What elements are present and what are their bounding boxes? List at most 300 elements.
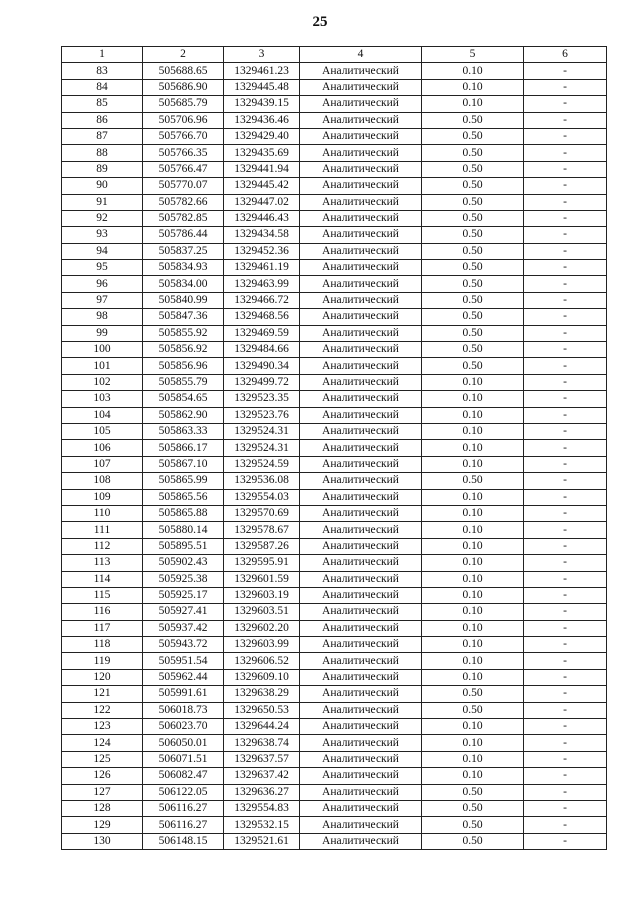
table-cell-col-1: 90 [62, 178, 143, 194]
table-cell-col-6: - [524, 522, 607, 538]
table-cell-col-1: 104 [62, 407, 143, 423]
table-cell-col-2: 506082.47 [143, 768, 224, 784]
table-cell-col-2: 505865.99 [143, 473, 224, 489]
table-row [62, 522, 607, 538]
table-cell-col-2: 506116.27 [143, 800, 224, 816]
table-cell-col-6: - [524, 473, 607, 489]
table-cell-col-6: - [524, 505, 607, 521]
table-cell-col-2: 506116.27 [143, 817, 224, 833]
table-cell-col-6: - [524, 489, 607, 505]
table-cell-col-1: 121 [62, 686, 143, 702]
table-row [62, 719, 607, 735]
table-cell-col-5: 0.10 [422, 538, 524, 554]
table-row [62, 555, 607, 571]
table-row [62, 342, 607, 358]
table-cell-col-1: 111 [62, 522, 143, 538]
table-cell-col-4: Аналитический [300, 112, 422, 128]
table-row [62, 538, 607, 554]
table-cell-col-2: 505925.17 [143, 587, 224, 603]
table-cell-col-6: - [524, 63, 607, 79]
table-cell-col-3: 1329490.34 [224, 358, 300, 374]
table-cell-col-6: - [524, 342, 607, 358]
table-cell-col-5: 0.10 [422, 522, 524, 538]
table-cell-col-1: 109 [62, 489, 143, 505]
table-cell-col-3: 1329441.94 [224, 161, 300, 177]
table-cell-col-4: Аналитический [300, 243, 422, 259]
table-cell-col-6: - [524, 768, 607, 784]
table-cell-col-6: - [524, 686, 607, 702]
table-cell-col-1: 128 [62, 800, 143, 816]
table-cell-col-1: 83 [62, 63, 143, 79]
table-cell-col-5: 0.50 [422, 243, 524, 259]
table-cell-col-2: 505685.79 [143, 96, 224, 112]
page-number: 25 [312, 14, 328, 30]
table-cell-col-3: 1329536.08 [224, 473, 300, 489]
table-row [62, 325, 607, 341]
table-cell-col-6: - [524, 751, 607, 767]
table-row [62, 473, 607, 489]
table-cell-col-3: 1329523.76 [224, 407, 300, 423]
table-cell-col-6: - [524, 194, 607, 210]
table-cell-col-5: 0.10 [422, 637, 524, 653]
table-cell-col-3: 1329603.99 [224, 637, 300, 653]
table-cell-col-6: - [524, 407, 607, 423]
table-cell-col-5: 0.50 [422, 473, 524, 489]
table-cell-col-5: 0.50 [422, 161, 524, 177]
table-cell-col-1: 115 [62, 587, 143, 603]
table-cell-col-3: 1329606.52 [224, 653, 300, 669]
table-cell-col-3: 1329461.19 [224, 260, 300, 276]
table-cell-col-3: 1329637.42 [224, 768, 300, 784]
table-cell-col-5: 0.10 [422, 620, 524, 636]
table-cell-col-1: 89 [62, 161, 143, 177]
column-header-1: 1 [62, 47, 143, 63]
table-cell-col-1: 116 [62, 604, 143, 620]
table-cell-col-6: - [524, 96, 607, 112]
column-header-3: 3 [224, 47, 300, 63]
table-row [62, 243, 607, 259]
table-cell-col-5: 0.10 [422, 751, 524, 767]
table-cell-col-6: - [524, 423, 607, 439]
table-cell-col-5: 0.50 [422, 227, 524, 243]
table-cell-col-1: 113 [62, 555, 143, 571]
table-cell-col-4: Аналитический [300, 555, 422, 571]
table-cell-col-2: 505834.93 [143, 260, 224, 276]
table-cell-col-3: 1329601.59 [224, 571, 300, 587]
table-cell-col-2: 505688.65 [143, 63, 224, 79]
table-cell-col-5: 0.10 [422, 391, 524, 407]
table-cell-col-2: 505855.79 [143, 374, 224, 390]
table-cell-col-5: 0.10 [422, 669, 524, 685]
table-cell-col-5: 0.10 [422, 440, 524, 456]
table-cell-col-5: 0.50 [422, 358, 524, 374]
table-row [62, 358, 607, 374]
column-header-5: 5 [422, 47, 524, 63]
table-cell-col-4: Аналитический [300, 784, 422, 800]
table-cell-col-2: 505854.65 [143, 391, 224, 407]
table-cell-col-4: Аналитический [300, 719, 422, 735]
table-row [62, 178, 607, 194]
table-cell-col-2: 505766.47 [143, 161, 224, 177]
table-row [62, 161, 607, 177]
table-cell-col-6: - [524, 719, 607, 735]
table-cell-col-4: Аналитический [300, 735, 422, 751]
table-cell-col-4: Аналитический [300, 604, 422, 620]
table-cell-col-1: 122 [62, 702, 143, 718]
table-cell-col-2: 505951.54 [143, 653, 224, 669]
table-cell-col-2: 505865.56 [143, 489, 224, 505]
table-cell-col-1: 110 [62, 505, 143, 521]
table-row [62, 604, 607, 620]
table-cell-col-3: 1329603.51 [224, 604, 300, 620]
table-cell-col-1: 112 [62, 538, 143, 554]
table-cell-col-2: 505863.33 [143, 423, 224, 439]
table-cell-col-4: Аналитический [300, 276, 422, 292]
table-cell-col-6: - [524, 112, 607, 128]
table-cell-col-2: 505962.44 [143, 669, 224, 685]
table-cell-col-5: 0.50 [422, 194, 524, 210]
table-cell-col-5: 0.50 [422, 292, 524, 308]
table-cell-col-2: 505686.90 [143, 79, 224, 95]
table-cell-col-1: 102 [62, 374, 143, 390]
header-row [62, 47, 607, 63]
table-cell-col-5: 0.50 [422, 800, 524, 816]
table-cell-col-2: 505766.35 [143, 145, 224, 161]
table-cell-col-5: 0.50 [422, 210, 524, 226]
table-row [62, 128, 607, 144]
table-cell-col-4: Аналитический [300, 686, 422, 702]
table-cell-col-3: 1329524.59 [224, 456, 300, 472]
table-cell-col-5: 0.10 [422, 555, 524, 571]
table-cell-col-1: 95 [62, 260, 143, 276]
table-row [62, 620, 607, 636]
table-cell-col-4: Аналитический [300, 227, 422, 243]
coordinates-table [61, 46, 607, 850]
table-row [62, 112, 607, 128]
table-cell-col-2: 505927.41 [143, 604, 224, 620]
table-cell-col-1: 84 [62, 79, 143, 95]
table-cell-col-4: Аналитический [300, 178, 422, 194]
table-cell-col-4: Аналитический [300, 79, 422, 95]
table-cell-col-4: Аналитический [300, 128, 422, 144]
table-cell-col-5: 0.50 [422, 817, 524, 833]
table-cell-col-5: 0.50 [422, 128, 524, 144]
table-cell-col-3: 1329554.83 [224, 800, 300, 816]
table-row [62, 292, 607, 308]
table-cell-col-3: 1329434.58 [224, 227, 300, 243]
table-cell-col-1: 118 [62, 637, 143, 653]
table-cell-col-2: 505837.25 [143, 243, 224, 259]
table-cell-col-2: 506023.70 [143, 719, 224, 735]
table-cell-col-2: 505786.44 [143, 227, 224, 243]
table-cell-col-4: Аналитический [300, 637, 422, 653]
table-cell-col-3: 1329570.69 [224, 505, 300, 521]
table-cell-col-4: Аналитический [300, 342, 422, 358]
table-cell-col-5: 0.50 [422, 276, 524, 292]
table-cell-col-1: 103 [62, 391, 143, 407]
table-cell-col-6: - [524, 637, 607, 653]
table-cell-col-5: 0.10 [422, 719, 524, 735]
table-cell-col-4: Аналитический [300, 374, 422, 390]
table-cell-col-5: 0.10 [422, 653, 524, 669]
table-cell-col-5: 0.50 [422, 342, 524, 358]
table-cell-col-6: - [524, 571, 607, 587]
table-cell-col-2: 506018.73 [143, 702, 224, 718]
table-cell-col-1: 120 [62, 669, 143, 685]
table-cell-col-4: Аналитический [300, 473, 422, 489]
table-row [62, 702, 607, 718]
table-cell-col-2: 505847.36 [143, 309, 224, 325]
table-cell-col-4: Аналитический [300, 751, 422, 767]
table-cell-col-3: 1329468.56 [224, 309, 300, 325]
table-cell-col-4: Аналитический [300, 800, 422, 816]
table-row [62, 276, 607, 292]
table-row [62, 505, 607, 521]
table-cell-col-2: 505902.43 [143, 555, 224, 571]
table-cell-col-2: 505706.96 [143, 112, 224, 128]
table-cell-col-4: Аналитический [300, 407, 422, 423]
table-cell-col-6: - [524, 735, 607, 751]
table-cell-col-3: 1329445.42 [224, 178, 300, 194]
table-row [62, 423, 607, 439]
table-cell-col-3: 1329499.72 [224, 374, 300, 390]
table-cell-col-1: 100 [62, 342, 143, 358]
table-cell-col-3: 1329603.19 [224, 587, 300, 603]
table-cell-col-1: 86 [62, 112, 143, 128]
table-cell-col-3: 1329461.23 [224, 63, 300, 79]
table-cell-col-4: Аналитический [300, 669, 422, 685]
table-header [62, 47, 607, 63]
table-cell-col-2: 505865.88 [143, 505, 224, 521]
table-cell-col-5: 0.10 [422, 63, 524, 79]
table-cell-col-5: 0.10 [422, 604, 524, 620]
table-cell-col-6: - [524, 79, 607, 95]
table-cell-col-5: 0.50 [422, 178, 524, 194]
table-cell-col-4: Аналитический [300, 63, 422, 79]
table-cell-col-3: 1329523.35 [224, 391, 300, 407]
table-cell-col-5: 0.10 [422, 407, 524, 423]
table-cell-col-3: 1329521.61 [224, 833, 300, 849]
table-cell-col-4: Аналитический [300, 161, 422, 177]
table-cell-col-3: 1329636.27 [224, 784, 300, 800]
table-cell-col-6: - [524, 358, 607, 374]
table-cell-col-5: 0.50 [422, 686, 524, 702]
table-cell-col-1: 99 [62, 325, 143, 341]
table-cell-col-3: 1329463.99 [224, 276, 300, 292]
table-cell-col-1: 117 [62, 620, 143, 636]
table-cell-col-4: Аналитический [300, 817, 422, 833]
table-cell-col-1: 106 [62, 440, 143, 456]
table-cell-col-5: 0.50 [422, 702, 524, 718]
table-cell-col-1: 125 [62, 751, 143, 767]
table-cell-col-6: - [524, 243, 607, 259]
table-row [62, 407, 607, 423]
table-cell-col-1: 87 [62, 128, 143, 144]
table-row [62, 587, 607, 603]
table-row [62, 784, 607, 800]
table-cell-col-3: 1329436.46 [224, 112, 300, 128]
table-cell-col-1: 94 [62, 243, 143, 259]
table-cell-col-4: Аналитический [300, 309, 422, 325]
table-cell-col-6: - [524, 440, 607, 456]
table-row [62, 489, 607, 505]
table-cell-col-4: Аналитический [300, 833, 422, 849]
table-cell-col-4: Аналитический [300, 358, 422, 374]
table-cell-col-4: Аналитический [300, 423, 422, 439]
table-cell-col-3: 1329650.53 [224, 702, 300, 718]
table-cell-col-3: 1329435.69 [224, 145, 300, 161]
table-cell-col-1: 124 [62, 735, 143, 751]
table-row [62, 571, 607, 587]
table-cell-col-5: 0.10 [422, 374, 524, 390]
table-cell-col-5: 0.10 [422, 505, 524, 521]
table-cell-col-3: 1329638.29 [224, 686, 300, 702]
table-cell-col-4: Аналитический [300, 522, 422, 538]
table-cell-col-5: 0.50 [422, 309, 524, 325]
table-cell-col-2: 505991.61 [143, 686, 224, 702]
table-cell-col-2: 505943.72 [143, 637, 224, 653]
table-cell-col-1: 91 [62, 194, 143, 210]
column-header-4: 4 [300, 47, 422, 63]
table-cell-col-6: - [524, 620, 607, 636]
table-row [62, 309, 607, 325]
table-cell-col-3: 1329532.15 [224, 817, 300, 833]
table-cell-col-1: 96 [62, 276, 143, 292]
table-row [62, 686, 607, 702]
table-cell-col-6: - [524, 391, 607, 407]
table-cell-col-6: - [524, 555, 607, 571]
table-cell-col-1: 119 [62, 653, 143, 669]
table-cell-col-6: - [524, 702, 607, 718]
table-cell-col-5: 0.50 [422, 145, 524, 161]
table-cell-col-1: 97 [62, 292, 143, 308]
table-cell-col-3: 1329595.91 [224, 555, 300, 571]
table-cell-col-2: 505880.14 [143, 522, 224, 538]
table-cell-col-2: 505856.92 [143, 342, 224, 358]
table-cell-col-3: 1329484.66 [224, 342, 300, 358]
table-cell-col-5: 0.10 [422, 423, 524, 439]
table-row [62, 456, 607, 472]
table-cell-col-1: 93 [62, 227, 143, 243]
table-cell-col-3: 1329638.74 [224, 735, 300, 751]
table-cell-col-6: - [524, 800, 607, 816]
table-cell-col-3: 1329466.72 [224, 292, 300, 308]
table-cell-col-3: 1329602.20 [224, 620, 300, 636]
table-row [62, 63, 607, 79]
table-cell-col-4: Аналитический [300, 292, 422, 308]
table-row [62, 669, 607, 685]
table-cell-col-4: Аналитический [300, 210, 422, 226]
table-cell-col-2: 505840.99 [143, 292, 224, 308]
table-row [62, 227, 607, 243]
table-cell-col-4: Аналитический [300, 768, 422, 784]
table-cell-col-6: - [524, 325, 607, 341]
table-cell-col-2: 506148.15 [143, 833, 224, 849]
table-cell-col-2: 506050.01 [143, 735, 224, 751]
table-cell-col-3: 1329587.26 [224, 538, 300, 554]
table-cell-col-1: 101 [62, 358, 143, 374]
table-row [62, 96, 607, 112]
table-cell-col-4: Аналитический [300, 538, 422, 554]
table-row [62, 833, 607, 849]
table-row [62, 260, 607, 276]
table-cell-col-2: 505834.00 [143, 276, 224, 292]
table-cell-col-5: 0.10 [422, 735, 524, 751]
table-row [62, 440, 607, 456]
table-cell-col-6: - [524, 128, 607, 144]
table-cell-col-6: - [524, 538, 607, 554]
table-cell-col-6: - [524, 669, 607, 685]
table-cell-col-3: 1329445.48 [224, 79, 300, 95]
table-row [62, 210, 607, 226]
table-cell-col-1: 105 [62, 423, 143, 439]
table-cell-col-1: 88 [62, 145, 143, 161]
table-cell-col-2: 505766.70 [143, 128, 224, 144]
table-cell-col-6: - [524, 145, 607, 161]
table-cell-col-6: - [524, 833, 607, 849]
table-cell-col-3: 1329469.59 [224, 325, 300, 341]
table-cell-col-6: - [524, 178, 607, 194]
table-cell-col-2: 506071.51 [143, 751, 224, 767]
table-cell-col-1: 123 [62, 719, 143, 735]
table-row [62, 653, 607, 669]
table-cell-col-3: 1329637.57 [224, 751, 300, 767]
table-cell-col-2: 505855.92 [143, 325, 224, 341]
table-row [62, 768, 607, 784]
table-cell-col-3: 1329452.36 [224, 243, 300, 259]
table-row [62, 194, 607, 210]
table-cell-col-4: Аналитический [300, 391, 422, 407]
table-cell-col-5: 0.50 [422, 784, 524, 800]
table-cell-col-1: 107 [62, 456, 143, 472]
table-cell-col-1: 129 [62, 817, 143, 833]
table-cell-col-2: 506122.05 [143, 784, 224, 800]
table-cell-col-4: Аналитический [300, 571, 422, 587]
table-row [62, 79, 607, 95]
table-cell-col-6: - [524, 587, 607, 603]
table-cell-col-2: 505770.07 [143, 178, 224, 194]
table-cell-col-1: 92 [62, 210, 143, 226]
table-cell-col-3: 1329554.03 [224, 489, 300, 505]
table-cell-col-4: Аналитический [300, 653, 422, 669]
table-cell-col-2: 505782.66 [143, 194, 224, 210]
table-cell-col-3: 1329644.24 [224, 719, 300, 735]
column-header-6: 6 [524, 47, 607, 63]
table-cell-col-1: 127 [62, 784, 143, 800]
table-cell-col-3: 1329524.31 [224, 423, 300, 439]
table-cell-col-6: - [524, 276, 607, 292]
table-row [62, 637, 607, 653]
table-cell-col-6: - [524, 260, 607, 276]
table-cell-col-4: Аналитический [300, 489, 422, 505]
table-cell-col-6: - [524, 161, 607, 177]
table-cell-col-1: 85 [62, 96, 143, 112]
table-cell-col-5: 0.50 [422, 325, 524, 341]
table-cell-col-4: Аналитический [300, 145, 422, 161]
table-body [62, 63, 607, 850]
table-cell-col-4: Аналитический [300, 96, 422, 112]
table-row [62, 735, 607, 751]
table-cell-col-4: Аналитический [300, 260, 422, 276]
table-cell-col-4: Аналитический [300, 325, 422, 341]
table-cell-col-6: - [524, 292, 607, 308]
table-cell-col-1: 114 [62, 571, 143, 587]
table-cell-col-5: 0.10 [422, 587, 524, 603]
table-cell-col-6: - [524, 374, 607, 390]
table-cell-col-4: Аналитический [300, 702, 422, 718]
table-cell-col-1: 108 [62, 473, 143, 489]
table-cell-col-3: 1329578.67 [224, 522, 300, 538]
